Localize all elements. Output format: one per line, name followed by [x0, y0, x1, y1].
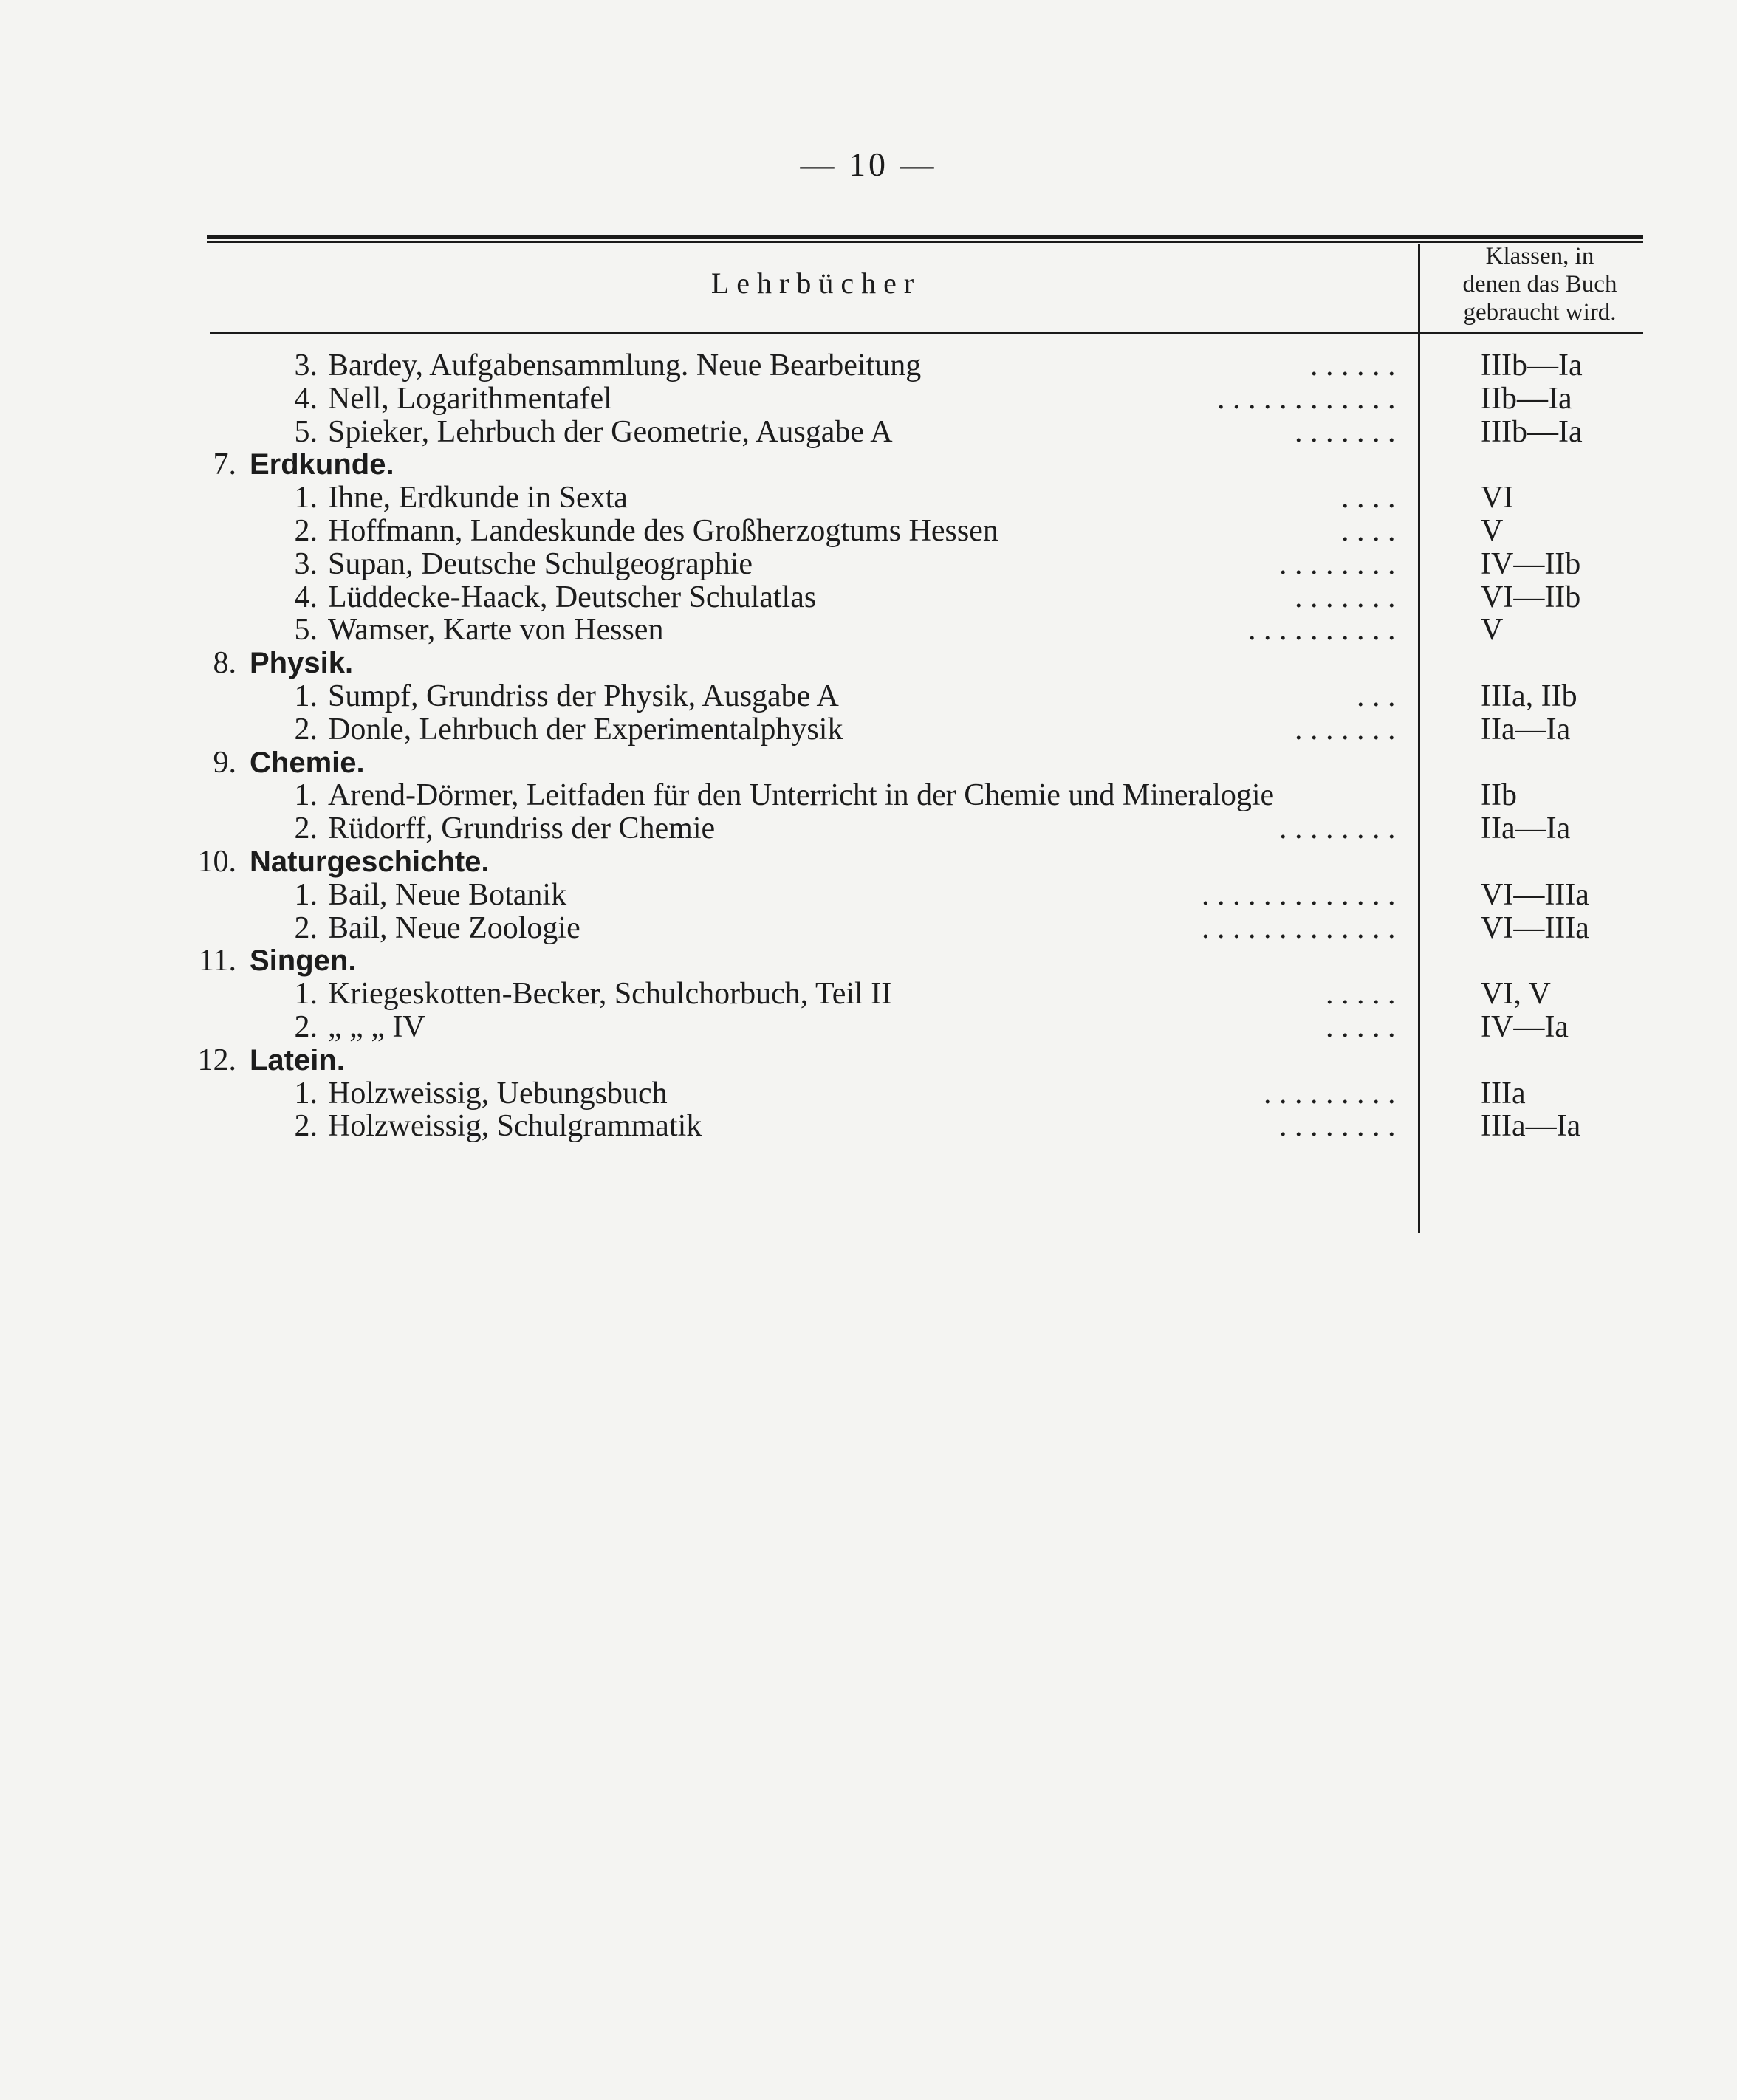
book-title: Wamser, Karte von Hessen	[328, 613, 664, 648]
class-range: IIIa, IIb	[1481, 679, 1577, 713]
book-title: Holzweissig, Schulgrammatik	[328, 1109, 702, 1144]
class-range: V	[1481, 613, 1504, 648]
class-range: IIb—Ia	[1481, 381, 1572, 416]
section-number: 7.	[213, 447, 236, 482]
class-range: IIIa—Ia	[1481, 1109, 1581, 1144]
header-classes-line-1: Klassen, in	[1485, 243, 1594, 270]
book-row	[0, 415, 1737, 449]
book-row	[0, 613, 1737, 647]
class-range: IIIb—Ia	[1481, 414, 1583, 449]
section-heading	[0, 845, 1737, 879]
book-title: Kriegeskotten-Becker, Schulchorbuch, Teil II	[328, 977, 892, 1012]
item-number: 2.	[294, 514, 318, 548]
book-title: Spieker, Lehrbuch der Geometrie, Ausgabe A	[328, 414, 893, 449]
header-classes	[1422, 242, 1658, 326]
section-heading	[0, 1043, 1737, 1077]
book-title: „ „ „ IV	[328, 1010, 425, 1044]
book-title: Bardey, Aufgabensammlung. Neue Bearbeitung	[328, 349, 922, 382]
header-bottom-rule	[210, 332, 1643, 334]
class-range: V	[1481, 514, 1504, 548]
book-row	[0, 514, 1737, 548]
item-number: 2.	[294, 712, 318, 747]
class-range: VI—IIb	[1481, 580, 1581, 614]
class-range: IIIb—Ia	[1481, 349, 1583, 382]
item-number: 2.	[294, 1109, 318, 1144]
item-number: 2.	[294, 811, 318, 846]
section-title: Chemie.	[250, 746, 365, 779]
book-title: Donle, Lehrbuch der Experimentalphysik	[328, 712, 843, 747]
book-row	[0, 1077, 1737, 1111]
book-title: Supan, Deutsche Schulgeographie	[328, 546, 753, 581]
item-number: 5.	[294, 613, 318, 648]
book-row	[0, 878, 1737, 912]
book-row	[0, 1010, 1737, 1044]
class-range: IV—IIb	[1481, 546, 1581, 581]
header-classes-line-3: gebraucht wird.	[1463, 299, 1617, 326]
book-row	[0, 349, 1737, 382]
item-number: 2.	[294, 1010, 318, 1044]
section-title: Singen.	[250, 944, 357, 978]
class-range: IIa—Ia	[1481, 712, 1571, 747]
item-number: 5.	[294, 414, 318, 449]
class-range: VI—IIIa	[1481, 877, 1589, 912]
leader-dots: . . . . . . . . . . . .	[1217, 381, 1396, 416]
book-title: Nell, Logarithmentafel	[328, 381, 612, 416]
section-title: Physik.	[250, 647, 354, 680]
book-title: Bail, Neue Botanik	[328, 877, 567, 912]
book-row	[0, 911, 1737, 945]
book-title: Sumpf, Grundriss der Physik, Ausgabe A	[328, 679, 839, 713]
book-title: Rüdorff, Grundriss der Chemie	[328, 811, 716, 846]
leader-dots: . . . .	[1341, 481, 1396, 515]
leader-dots: . . . . . . . . . . . . .	[1202, 910, 1396, 945]
leader-dots: . . . . . . . . . . . . .	[1202, 877, 1396, 912]
leader-dots: . . . . . . .	[1295, 712, 1396, 747]
page-number: — 10 —	[800, 145, 937, 183]
item-number: 1.	[294, 481, 318, 515]
header-books: Lehrbücher	[710, 267, 922, 300]
leader-dots: . . . . . . . .	[1279, 546, 1396, 581]
book-row	[0, 580, 1737, 614]
section-heading	[0, 447, 1737, 481]
section-title: Naturgeschichte.	[250, 845, 490, 878]
book-title: Hoffmann, Landeskunde des Großherzogtums Hessen	[328, 514, 998, 548]
class-range: IIIa	[1481, 1076, 1526, 1111]
class-range: IIa—Ia	[1481, 811, 1571, 846]
book-row	[0, 382, 1737, 416]
leader-dots: . . . . . . . . . .	[1248, 613, 1396, 648]
header-classes-line-2: denen das Buch	[1462, 271, 1617, 298]
leader-dots: . . . . . . .	[1295, 580, 1396, 614]
book-title: Lüddecke-Haack, Deutscher Schulatlas	[328, 580, 817, 614]
item-number: 3.	[294, 546, 318, 581]
book-row	[0, 713, 1737, 747]
book-row	[0, 481, 1737, 515]
leader-dots: . . . . . . . .	[1279, 1109, 1396, 1144]
class-range: IIb	[1481, 778, 1517, 813]
item-number: 2.	[294, 910, 318, 945]
section-number: 9.	[213, 745, 236, 780]
section-number: 10.	[197, 845, 236, 879]
leader-dots: . . . . .	[1326, 1010, 1396, 1044]
book-row	[0, 1109, 1737, 1143]
book-row	[0, 679, 1737, 713]
leader-dots: . . . .	[1341, 514, 1396, 548]
book-title: Arend-Dörmer, Leitfaden für den Unterricht in der Chemie und Mineralogie	[328, 778, 1275, 813]
section-number: 12.	[197, 1043, 236, 1077]
book-row	[0, 547, 1737, 581]
section-heading	[0, 746, 1737, 780]
class-range: VI, V	[1481, 977, 1551, 1012]
item-number: 1.	[294, 977, 318, 1012]
item-number: 3.	[294, 349, 318, 382]
book-title: Ihne, Erdkunde in Sexta	[328, 481, 628, 515]
item-number: 1.	[294, 877, 318, 912]
section-title: Erdkunde.	[250, 448, 394, 481]
leader-dots: . . . . . . . . .	[1264, 1076, 1396, 1111]
item-number: 4.	[294, 381, 318, 416]
class-range: IV—Ia	[1481, 1010, 1569, 1044]
book-row	[0, 977, 1737, 1011]
item-number: 1.	[294, 679, 318, 713]
leader-dots: . . . . .	[1326, 977, 1396, 1012]
book-title: Bail, Neue Zoologie	[328, 910, 580, 945]
item-number: 1.	[294, 778, 318, 813]
item-number: 4.	[294, 580, 318, 614]
section-heading	[0, 944, 1737, 978]
section-number: 8.	[213, 646, 236, 681]
class-range: VI—IIIa	[1481, 910, 1589, 945]
book-title: Holzweissig, Uebungsbuch	[328, 1076, 668, 1111]
item-number: 1.	[294, 1076, 318, 1111]
leader-dots: . . . . . . . .	[1279, 811, 1396, 846]
leader-dots: . . . . . . .	[1295, 414, 1396, 449]
leader-dots: . . .	[1357, 679, 1396, 713]
class-range: VI	[1481, 481, 1514, 515]
leader-dots: . . . . . .	[1310, 349, 1396, 382]
section-number: 11.	[199, 944, 236, 978]
header-top-rule	[207, 235, 1643, 239]
book-row	[0, 811, 1737, 845]
section-heading	[0, 646, 1737, 680]
section-title: Latein.	[250, 1043, 345, 1077]
book-row	[0, 778, 1737, 812]
